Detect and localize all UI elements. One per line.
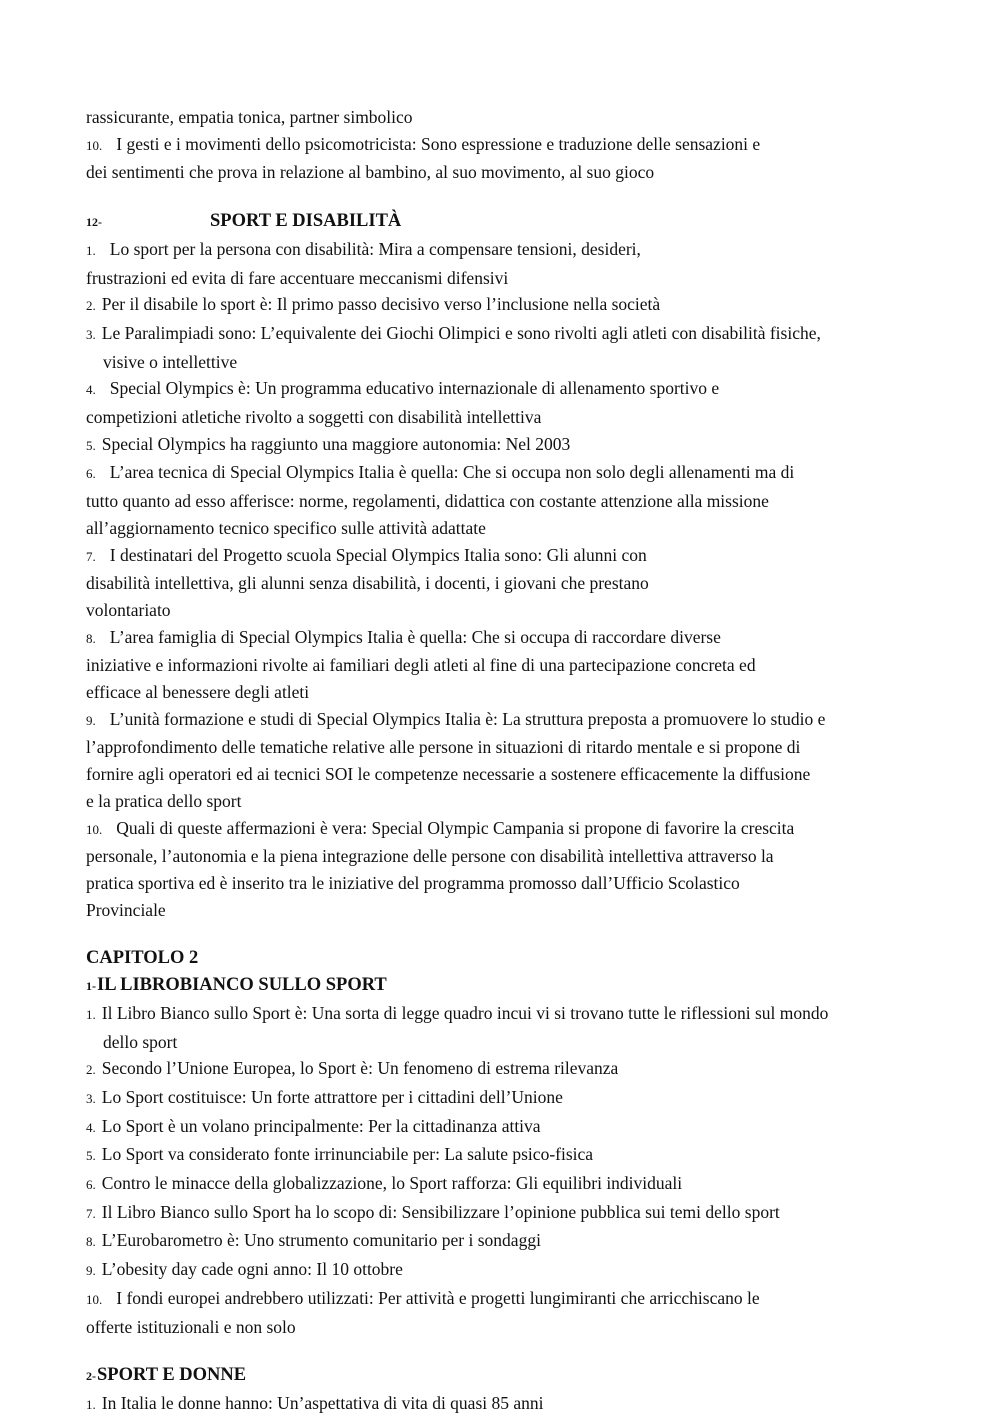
item-text-continued: offerte istituzionali e non solo — [86, 1316, 296, 1337]
section-title: SPORT E DONNE — [97, 1365, 247, 1386]
item-number: 10. — [86, 821, 103, 837]
item-text: L’Eurobarometro è: Uno strumento comunitario per i sondaggi — [101, 1230, 541, 1251]
item-text-continued: personale, l’autonomia e la piena integrazione delle persone con disabilità intellettiva attraverso la — [86, 846, 774, 867]
item-text-continued: pratica sportiva ed è inserito tra le iniziative del programma promosso dall’Ufficio Scolastico — [86, 872, 740, 893]
item-number: 6. — [86, 1177, 96, 1193]
item-text-continued: volontariato — [86, 599, 171, 620]
item-number: 10. — [86, 137, 103, 153]
list-item — [86, 291, 932, 320]
chapter-heading: CAPITOLO 2 — [86, 948, 199, 969]
item-number: 1. — [86, 242, 96, 258]
item-text-continued: e la pratica dello sport — [86, 790, 242, 811]
list-item — [86, 1141, 932, 1170]
section-number: 12- — [86, 215, 102, 230]
item-text: In Italia le donne hanno: Un’aspettativa di vita di quasi 85 anni — [101, 1392, 544, 1413]
list-item — [86, 1000, 932, 1055]
list-item — [86, 624, 932, 706]
item-text-continued: fornire agli operatori ed ai tecnici SOI le competenze necessarie a sostenere efficacemente la diffusione — [86, 764, 811, 785]
list-item — [86, 131, 932, 160]
section-heading-sport-donne — [86, 1362, 932, 1390]
item-text: Le Paralimpiadi sono: L’equivalente dei Giochi Olimpici e sono rivolti agli atleti con disabilità fisiche, — [101, 322, 821, 343]
item-text: Secondo l’Unione Europea, lo Sport è: Un fenomeno di estrema rilevanza — [101, 1058, 619, 1079]
item-text-continued: frustrazioni ed evita di fare accentuare meccanismi difensivi — [86, 267, 509, 288]
item-text: Lo sport per la persona con disabilità: Mira a compensare tensioni, desideri, — [109, 238, 641, 259]
item-text-continued: tutto quanto ad esso afferisce: norme, regolamenti, didattica con costante attenzione alla missione — [86, 491, 769, 512]
item-number: 3. — [86, 326, 96, 342]
item-text: L’unità formazione e studi di Special Olympics Italia è: La struttura preposta a promuovere lo studio e — [109, 708, 826, 729]
item-text-continued: all’aggiornamento tecnico specifico sulle attività adattate — [86, 517, 486, 538]
list-item — [86, 815, 932, 924]
item-text-continued: dei sentimenti che prova in relazione al bambino, al suo movimento, al suo gioco — [86, 162, 655, 183]
list-item — [86, 542, 932, 624]
item-text: Contro le minacce della globalizzazione, lo Sport rafforza: Gli equilibri individuali — [101, 1173, 683, 1194]
item-number: 5. — [86, 437, 96, 453]
list-item — [86, 1199, 932, 1228]
item-text-continued: visive o intellettive — [103, 351, 238, 372]
list-item — [86, 236, 932, 291]
section-number: 1- — [86, 979, 96, 994]
list-item — [86, 1055, 932, 1084]
list-item — [86, 706, 932, 815]
section-title: SPORT E DISABILITÀ — [210, 211, 402, 232]
list-item — [86, 459, 932, 541]
item-text: L’area famiglia di Special Olympics Italia è quella: Che si occupa di raccordare diverse — [109, 626, 721, 647]
item-number: 9. — [86, 1263, 96, 1279]
list-item — [86, 1390, 932, 1419]
section-number: 2- — [86, 1369, 96, 1384]
item-text-continued: disabilità intellettiva, gli alunni senza disabilità, i docenti, i giovani che prestano — [86, 573, 649, 594]
item-number: 4. — [86, 1119, 96, 1135]
item-text-continued: iniziative e informazioni rivolte ai familiari degli atleti al fine di una partecipazione concreta ed — [86, 655, 756, 676]
page-content — [86, 104, 932, 1419]
item-text-continued: competizioni atletiche rivolto a soggetti con disabilità intellettiva — [86, 407, 542, 428]
list-item — [86, 1285, 932, 1340]
item-number: 2. — [86, 1062, 96, 1078]
item-number: 3. — [86, 1090, 96, 1106]
item-number: 5. — [86, 1148, 96, 1164]
item-text: Lo Sport è un volano principalmente: Per la cittadinanza attiva — [101, 1115, 541, 1136]
item-text-continued: efficace al benessere degli atleti — [86, 682, 310, 703]
item-number: 8. — [86, 630, 96, 646]
intro-line: rassicurante, empatia tonica, partner simbolico — [86, 107, 413, 127]
list-item — [86, 1084, 932, 1113]
item-text-continued: dello sport — [103, 1031, 178, 1052]
item-text: Lo Sport va considerato fonte irrinunciabile per: La salute psico-fisica — [101, 1144, 594, 1165]
item-text: I gesti e i movimenti dello psicomotricista: Sono espressione e traduzione delle sensazioni e — [116, 133, 761, 154]
list-item — [86, 431, 932, 460]
item-number: 9. — [86, 712, 96, 728]
item-text: I destinatari del Progetto scuola Special Olympics Italia sono: Gli alunni con — [109, 544, 647, 565]
item-number: 2. — [86, 298, 96, 314]
section-heading-libro-bianco — [86, 972, 932, 1000]
item-text: I fondi europei andrebbero utilizzati: Per attività e progetti lungimiranti che arricchiscano le — [116, 1287, 760, 1308]
list-item — [86, 1170, 932, 1199]
item-text-continued: l’approfondimento delle tematiche relative alle persone in situazioni di ritardo mentale e si propone di — [86, 737, 801, 758]
list-item — [86, 1113, 932, 1142]
item-text: Per il disabile lo sport è: Il primo passo decisivo verso l’inclusione nella società — [101, 294, 661, 315]
item-text: Il Libro Bianco sullo Sport è: Una sorta di legge quadro incui vi si trovano tutte le riflessioni sul mondo — [101, 1002, 829, 1023]
section-title: IL LIBROBIANCO SULLO SPORT — [97, 975, 387, 996]
item-number: 7. — [86, 1205, 96, 1221]
item-text-continued: Provinciale — [86, 899, 166, 920]
item-text: Il Libro Bianco sullo Sport ha lo scopo di: Sensibilizzare l’opinione pubblica sui temi dello sport — [101, 1201, 780, 1222]
item-text: L’obesity day cade ogni anno: Il 10 ottobre — [101, 1259, 403, 1280]
item-text: Quali di queste affermazioni è vera: Special Olympic Campania si propone di favorire la crescita — [116, 817, 795, 838]
item-text: Special Olympics è: Un programma educativo internazionale di allenamento sportivo e — [109, 378, 720, 399]
item-text: Special Olympics ha raggiunto una maggiore autonomia: Nel 2003 — [101, 433, 571, 454]
list-item — [86, 1227, 932, 1256]
item-number: 6. — [86, 466, 96, 482]
item-number: 1. — [86, 1006, 96, 1022]
item-text: L’area tecnica di Special Olympics Italia è quella: Che si occupa non solo degli allenamenti ma di — [109, 462, 795, 483]
section-heading-sport-disabilita — [86, 208, 932, 236]
item-number: 4. — [86, 382, 96, 398]
list-item — [86, 320, 932, 375]
item-number: 1. — [86, 1396, 96, 1412]
item-text: Lo Sport costituisce: Un forte attrattore per i cittadini dell’Unione — [101, 1086, 563, 1107]
list-item — [86, 375, 932, 430]
item-number: 7. — [86, 548, 96, 564]
item-number: 8. — [86, 1234, 96, 1250]
item-number: 10. — [86, 1291, 103, 1307]
list-item — [86, 1256, 932, 1285]
